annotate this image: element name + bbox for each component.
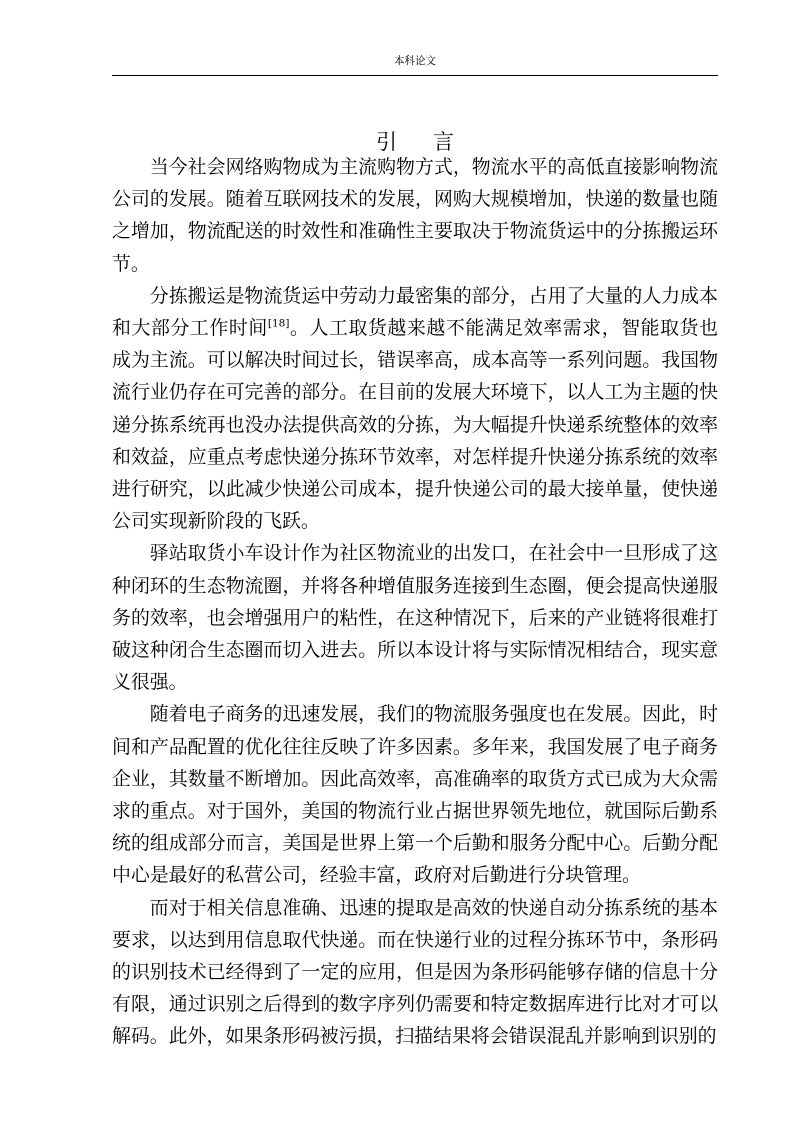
body-text	[112, 151, 718, 1053]
paragraph-5: 而对于相关信息准确、迅速的提取是高效的快递自动分拣系统的基本要求，以达到用信息取代快递。而在快递行业的过程分拣环节中，条形码的识别技术已经得到了一定的应用，但是因为条形码能够存储的信息十分有限，通过识别之后得到的数字序列仍需要和特定数据库进行比对才可以解码。此外，如果条形码被污损，扫描结果将会错误混乱并影响到识别的	[112, 896, 718, 1048]
paragraph-1: 当今社会网络购物成为主流购物方式，物流水平的高低直接影响物流公司的发展。随着互联网技术的发展，网购大规模增加，快递的数量也随之增加，物流配送的时效性和准确性主要取决于物流货运中的分拣搬运环节。	[112, 156, 718, 275]
paragraph-4: 随着电子商务的迅速发展，我们的物流服务强度也在发展。因此，时间和产品配置的优化往往反映了许多因素。多年来，我国发展了电子商务企业，其数量不断增加。因此高效率，高准确率的取货方式已成为大众需求的重点。对于国外，美国的物流行业占据世界领先地位，就国际后勤系统的组成部分而言，美国是世界上第一个后勤和服务分配中心。后勤分配中心是最好的私营公司，经验丰富，政府对后勤进行分块管理。	[112, 703, 718, 887]
section-title: 引言	[376, 130, 490, 154]
paragraph-2-text-before-citation: 分拣搬运是物流货运中劳动力最密集的部分，占用了大量的人力成本和大部分工作时间	[112, 284, 718, 340]
running-title: 本科论文	[394, 55, 436, 67]
paragraph-2-text-after-citation: 。人工取货越来越不能满足效率需求，智能取货也成为主流。可以解决时间过长，错误率高，成本高等一系列问题。我国物流行业仍存在可完善的部分。在目前的发展大环境下，以人工为主题的快递分拣系统再也没办法提供高效的分拣，为大幅提升快递系统整体的效率和效益，应重点考虑快递分拣环节效率，对怎样提升快递分拣系统的效率进行研究，以此减少快递公司成本，提升快递公司的最大接单量，使快递公司实现新阶段的飞跃。	[112, 317, 719, 533]
page-header	[112, 51, 718, 76]
citation-reference[interactable]: [18]	[267, 317, 290, 330]
paragraph-2	[112, 280, 718, 538]
paragraph-3: 驿站取货小车设计作为社区物流业的出发口，在社会中一旦形成了这种闭环的生态物流圈，并将各种增值服务连接到生态圈，便会提高快递服务的效率，也会增强用户的粘性，在这种情况下，后来的产业链将很难打破这种闭合生态圈而切入进去。所以本设计将与实际情况相结合，现实意义很强。	[112, 542, 718, 694]
